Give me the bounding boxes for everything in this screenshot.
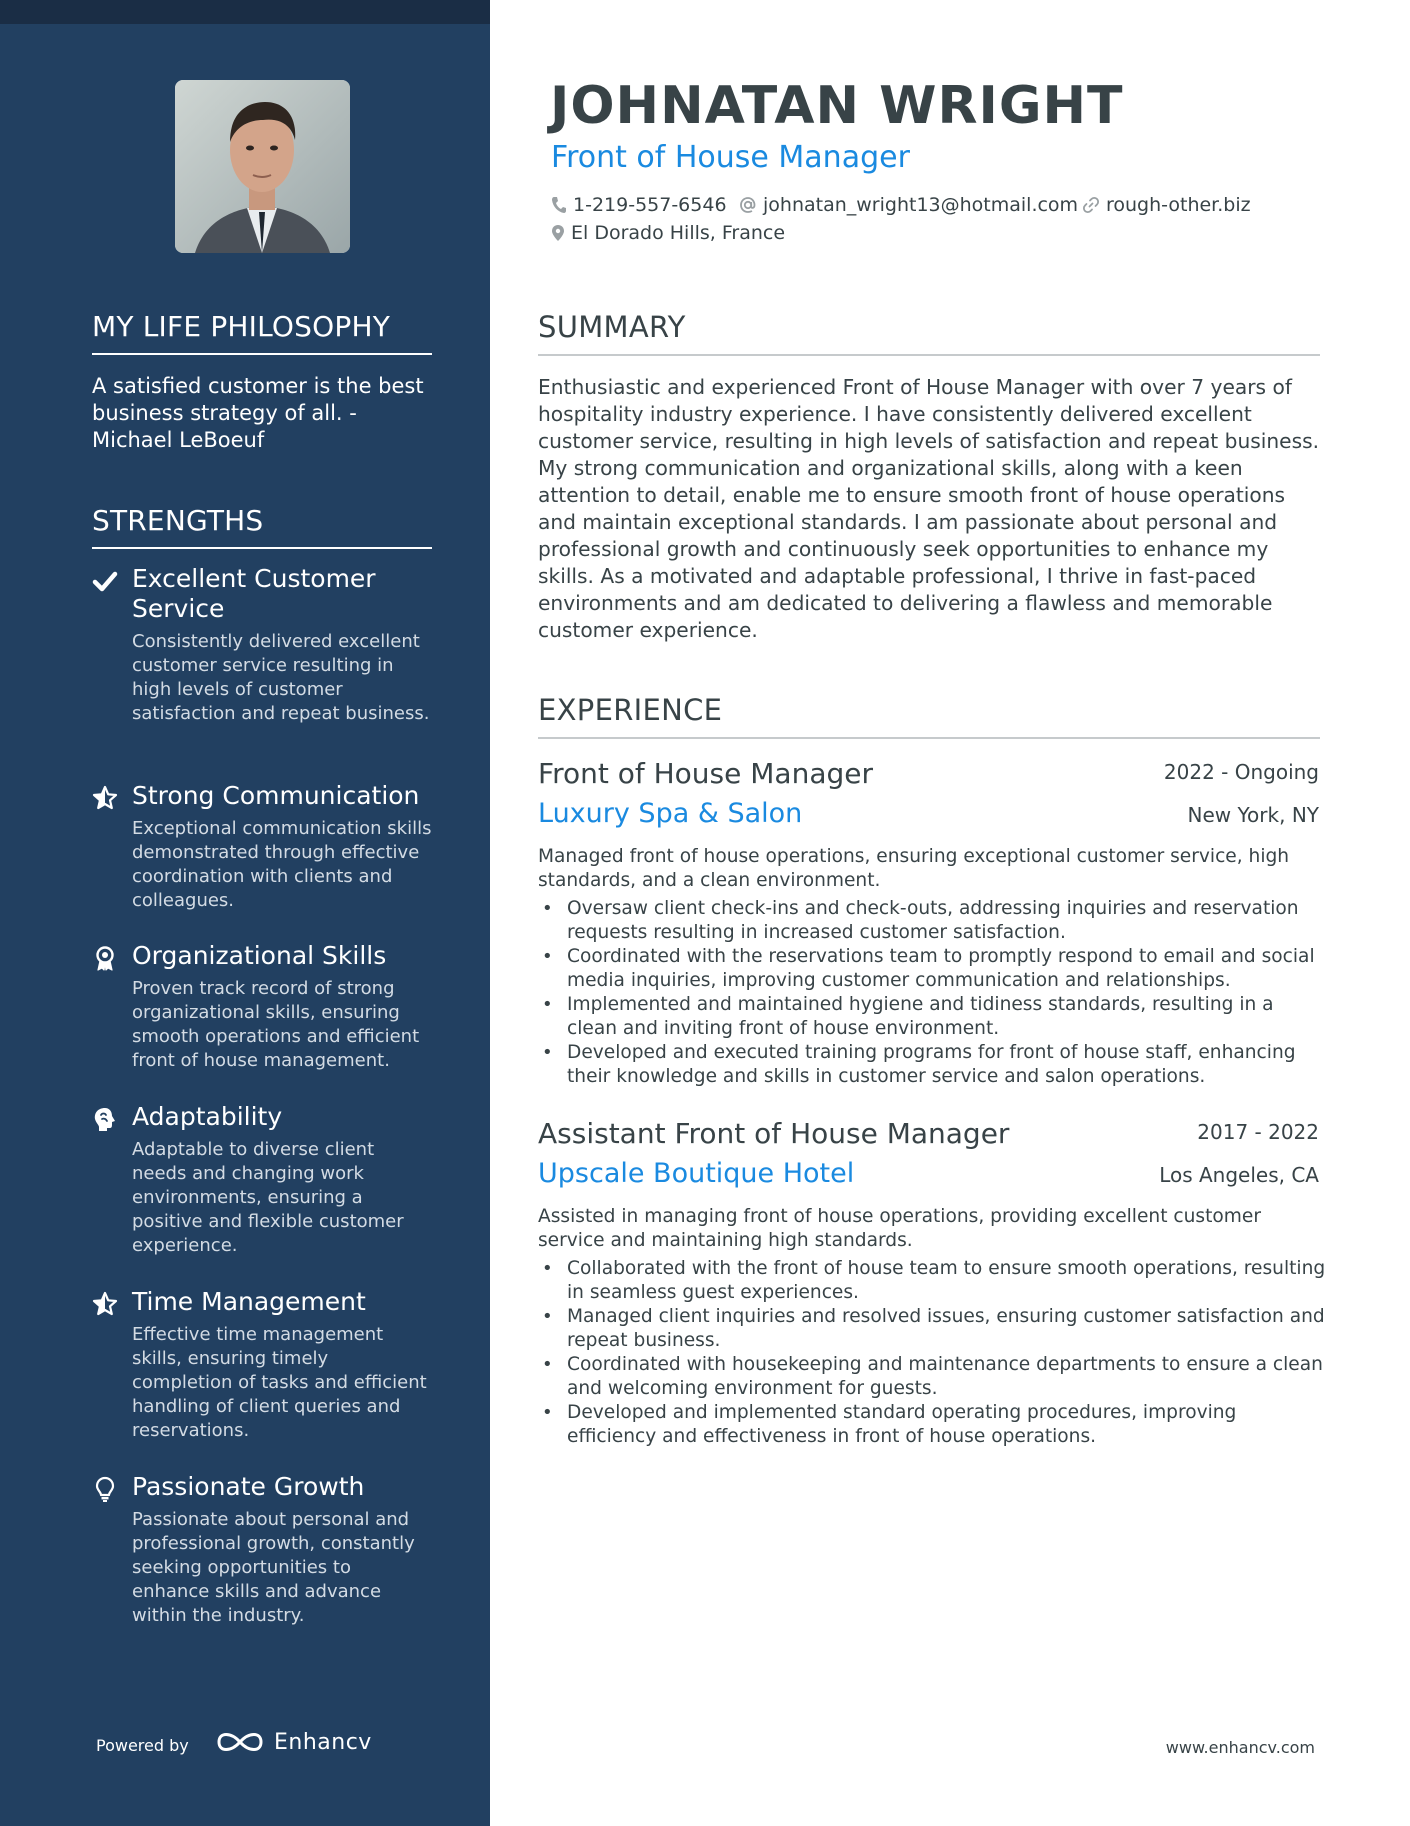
- summary-text: Enthusiastic and experienced Front of House Manager with over 7 years of hospitality industry experience. I have consistently delivered excellent customer service, resulting in high levels of satisfaction and repeat business. My strong communication and organizational skills, along with a keen attention to detail, enable me to ensure smooth front of house operations and maintain exceptional standards. I am passionate about personal and professional growth and continuously seek opportunities to enhance my skills. As a motivated and adaptable professional, I thrive in fast-paced environments and am dedicated to delivering a flawless and memorable customer experience.: [538, 375, 1320, 642]
- medal-icon: [92, 945, 118, 971]
- strength-title: Passionate Growth: [132, 1472, 365, 1501]
- phone-text: 1-219-557-6546: [573, 194, 727, 216]
- job-title: Front of House Manager: [538, 757, 873, 790]
- strength-item: [92, 1472, 432, 1628]
- strength-title: Time Management: [132, 1287, 366, 1316]
- job-dates: 2017 - 2022: [1197, 1120, 1319, 1144]
- phone-icon: [551, 196, 567, 214]
- location-text: El Dorado Hills, France: [571, 222, 786, 244]
- footer-website-link[interactable]: www.enhancv.com: [1165, 1738, 1315, 1757]
- at-icon: [739, 196, 757, 214]
- job-bullets: [538, 1257, 1328, 1449]
- list-item: • Coordinated with housekeeping and maintenance departments to ensure a clean and welcoming environment for guests.: [538, 1353, 1328, 1401]
- profile-photo: [175, 80, 350, 253]
- enhancv-logo-icon: [215, 1726, 265, 1758]
- job-dates: 2022 - Ongoing: [1163, 760, 1319, 784]
- summary-section: [538, 310, 1320, 356]
- sidebar: [0, 0, 490, 1826]
- strength-title: Adaptability: [132, 1102, 283, 1131]
- strength-item: [92, 564, 432, 726]
- job-description: Managed front of house operations, ensuring exceptional customer service, high standards, and a clean environment.: [538, 846, 1290, 891]
- strength-description: Passionate about personal and professional growth, constantly seeking opportunities to enhance skills and advance within the industry.: [132, 1509, 415, 1626]
- strength-description: Consistently delivered excellent customer service resulting in high levels of customer satisfaction and repeat business.: [132, 631, 430, 724]
- strength-item: [92, 941, 432, 1073]
- list-item: • Managed client inquiries and resolved issues, ensuring customer satisfaction and repeat business.: [538, 1305, 1328, 1353]
- list-item: • Developed and implemented standard operating procedures, improving efficiency and effectiveness in front of house operations.: [538, 1401, 1328, 1449]
- job-description: Assisted in managing front of house operations, providing excellent customer service and maintaining high standards.: [538, 1206, 1261, 1251]
- job-bullets: [538, 897, 1328, 1089]
- candidate-role: Front of House Manager: [551, 140, 910, 175]
- contact-website[interactable]: [1082, 194, 1251, 216]
- strength-description: Effective time management skills, ensuring timely completion of tasks and efficient handling of client queries and reservations.: [132, 1324, 427, 1441]
- brain-icon: [92, 1106, 118, 1132]
- candidate-name: JOHNATAN WRIGHT: [550, 76, 1124, 136]
- summary-heading: SUMMARY: [538, 310, 1320, 356]
- contact-email[interactable]: [739, 194, 1078, 216]
- strength-item: [92, 781, 432, 913]
- job-location: Los Angeles, CA: [1159, 1163, 1319, 1187]
- link-icon: [1082, 196, 1100, 214]
- star-icon: [92, 785, 118, 811]
- job-location: New York, NY: [1187, 803, 1319, 827]
- strength-description: Exceptional communication skills demonstrated through effective coordination with clients and colleagues.: [132, 818, 432, 911]
- list-item: • Collaborated with the front of house team to ensure smooth operations, resulting in seamless guest experiences.: [538, 1257, 1328, 1305]
- strengths-heading: STRENGTHS: [92, 504, 432, 549]
- contact-phone[interactable]: [551, 194, 727, 216]
- contact-location: [551, 222, 785, 244]
- strength-description: Adaptable to diverse client needs and changing work environments, ensuring a positive and flexible customer experience.: [132, 1139, 404, 1256]
- job-company: Luxury Spa & Salon: [538, 798, 803, 829]
- experience-heading: EXPERIENCE: [538, 693, 1320, 739]
- list-item: • Developed and executed training programs for front of house staff, enhancing their knowledge and skills in customer service and salon operations.: [538, 1041, 1328, 1089]
- list-item: • Implemented and maintained hygiene and tidiness standards, resulting in a clean and inviting front of house environment.: [538, 993, 1328, 1041]
- website-text: rough-other.biz: [1106, 194, 1251, 216]
- philosophy-quote: A satisfied customer is the best business strategy of all. - Michael LeBoeuf: [92, 374, 424, 452]
- list-item: • Coordinated with the reservations team to promptly respond to email and social media inquiries, improving customer communication and relationships.: [538, 945, 1328, 993]
- location-pin-icon: [551, 224, 565, 242]
- strength-description: Proven track record of strong organizational skills, ensuring smooth operations and efficient front of house management.: [132, 978, 420, 1071]
- experience-section: [538, 693, 1320, 739]
- strength-title: Organizational Skills: [132, 941, 387, 970]
- philosophy-section: [92, 310, 432, 355]
- job-title: Assistant Front of House Manager: [538, 1117, 1010, 1150]
- strength-title: Strong Communication: [132, 781, 420, 810]
- philosophy-heading: MY LIFE PHILOSOPHY: [92, 310, 432, 355]
- check-icon: [92, 568, 118, 594]
- lightbulb-icon: [92, 1476, 118, 1502]
- email-text: johnatan_wright13@hotmail.com: [763, 194, 1079, 216]
- sidebar-top-bar: [0, 0, 490, 24]
- strength-item: [92, 1287, 432, 1443]
- star-icon: [92, 1291, 118, 1317]
- list-item: • Oversaw client check-ins and check-outs, addressing inquiries and reservation requests resulting in increased customer satisfaction.: [538, 897, 1328, 945]
- enhancv-brand-name: Enhancv: [274, 1730, 372, 1755]
- job-company: Upscale Boutique Hotel: [538, 1158, 855, 1189]
- strengths-section: [92, 504, 432, 549]
- strength-item: [92, 1102, 432, 1258]
- powered-by-label: Powered by: [96, 1736, 189, 1755]
- strength-title: Excellent Customer Service: [132, 564, 376, 623]
